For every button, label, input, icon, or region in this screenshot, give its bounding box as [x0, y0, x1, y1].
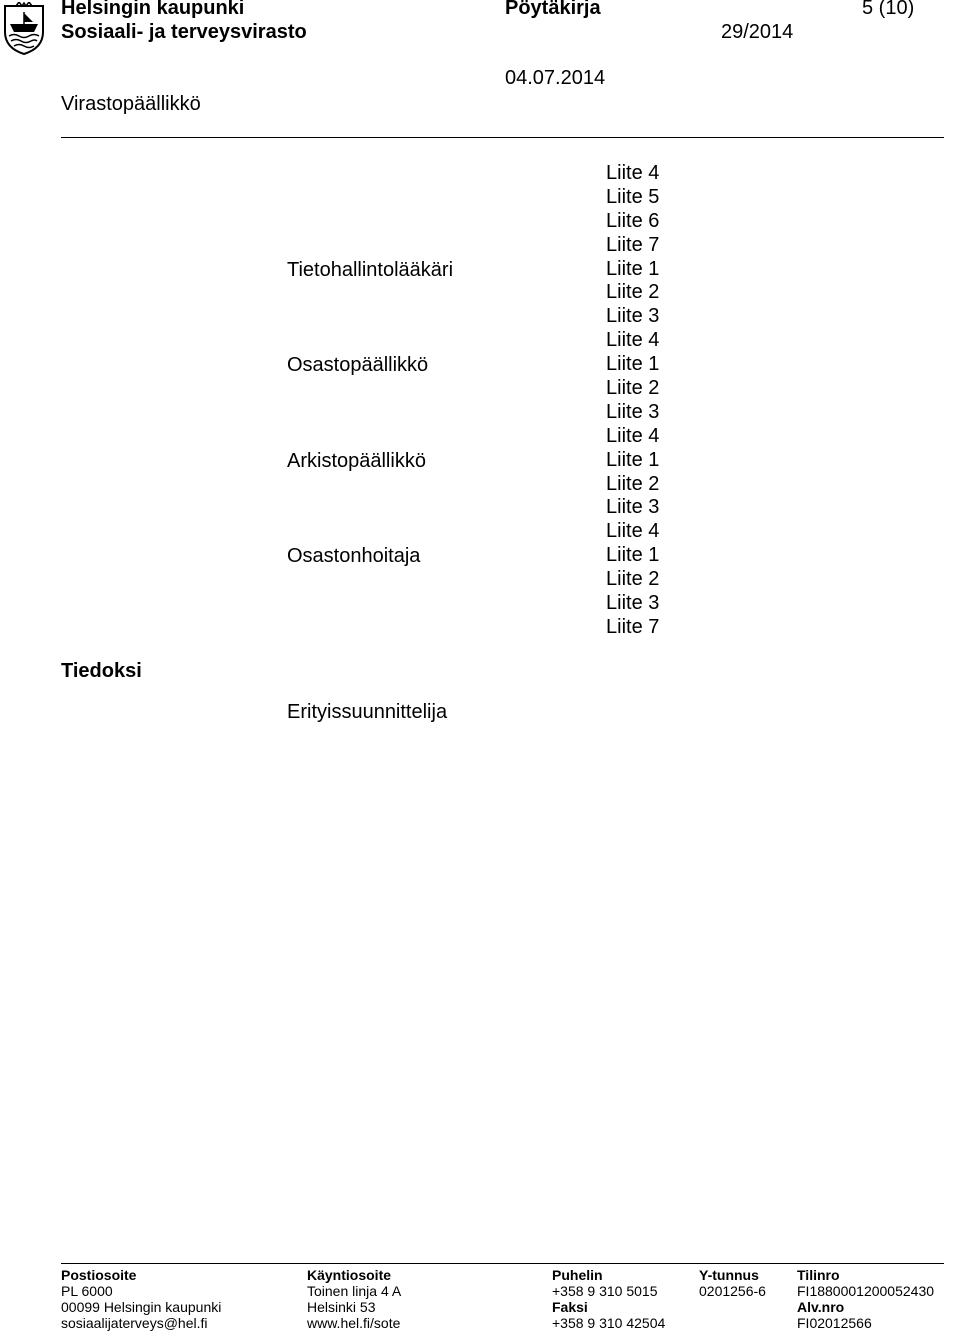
list-item: Liite 3	[606, 592, 660, 615]
footer-label: Faksi	[552, 1299, 588, 1315]
footer-ytunnus	[699, 1267, 766, 1299]
unit-name: Virastopäällikkö	[61, 93, 201, 115]
footer-visit	[307, 1267, 401, 1331]
header-divider	[61, 137, 944, 138]
footer-value: PL 6000	[61, 1283, 113, 1299]
list-item: Liite 5	[606, 185, 660, 208]
footer-value: 0201256-6	[699, 1283, 766, 1299]
list-item: Liite 4	[606, 329, 660, 352]
role-osastonhoitaja: Osastonhoitaja	[287, 545, 421, 568]
footer-label: Alv.nro	[797, 1299, 845, 1315]
list-item: Liite 6	[606, 209, 660, 232]
role-osastopaallikko: Osastopäällikkö	[287, 354, 429, 377]
attachment-list	[606, 162, 659, 640]
tiedoksi-heading: Tiedoksi	[61, 660, 142, 682]
role-erityissuunnittelija: Erityissuunnittelija	[287, 701, 448, 723]
role-tietohallintolaakari: Tietohallintolääkäri	[287, 258, 454, 281]
city-crest-logo	[2, 2, 46, 56]
list-item: Liite 2	[606, 472, 660, 495]
list-item: Liite 2	[606, 281, 660, 304]
dept-name: Sosiaali- ja terveysvirasto	[61, 21, 307, 43]
doc-type: Pöytäkirja	[505, 0, 601, 19]
list-item: Liite 4	[606, 520, 660, 543]
footer-label: Postiosoite	[61, 1267, 137, 1283]
list-item: Liite 1	[606, 448, 660, 471]
footer-divider	[61, 1263, 944, 1264]
footer-label: Käyntiosoite	[307, 1267, 392, 1283]
footer-value: +358 9 310 5015	[552, 1283, 658, 1299]
footer-website: www.hel.fi/sote	[307, 1315, 401, 1331]
footer-label: Puhelin	[552, 1267, 603, 1283]
list-item: Liite 1	[606, 353, 660, 376]
footer-label: Y-tunnus	[699, 1267, 759, 1283]
footer-value: +358 9 310 42504	[552, 1315, 666, 1331]
footer-phone	[552, 1267, 665, 1331]
footer-tilinro	[797, 1267, 934, 1331]
list-item: Liite 2	[606, 568, 660, 591]
list-item: Liite 3	[606, 305, 660, 328]
footer-label: Tilinro	[797, 1267, 840, 1283]
list-item: Liite 7	[606, 233, 660, 256]
role-arkistopaallikko: Arkistopäällikkö	[287, 449, 426, 472]
list-item: Liite 7	[606, 615, 660, 638]
list-item: Liite 1	[606, 257, 660, 280]
org-name: Helsingin kaupunki	[61, 0, 245, 19]
list-item: Liite 1	[606, 544, 660, 567]
page-number: 5 (10)	[862, 0, 915, 19]
list-item: Liite 4	[606, 424, 660, 447]
doc-date: 04.07.2014	[505, 67, 606, 89]
list-item: Liite 4	[606, 162, 660, 184]
footer-value: Helsinki 53	[307, 1299, 376, 1315]
list-item: Liite 3	[606, 400, 660, 423]
footer-value: Toinen linja 4 A	[307, 1283, 402, 1299]
footer-email: sosiaalijaterveys@hel.fi	[61, 1315, 208, 1331]
doc-number: 29/2014	[721, 21, 794, 43]
list-item: Liite 2	[606, 377, 660, 400]
list-item: Liite 3	[606, 496, 660, 519]
footer-value: FI1880001200052430	[797, 1283, 935, 1299]
footer-value: 00099 Helsingin kaupunki	[61, 1299, 222, 1315]
footer-postal	[61, 1267, 221, 1331]
footer-value: FI02012566	[797, 1315, 872, 1331]
